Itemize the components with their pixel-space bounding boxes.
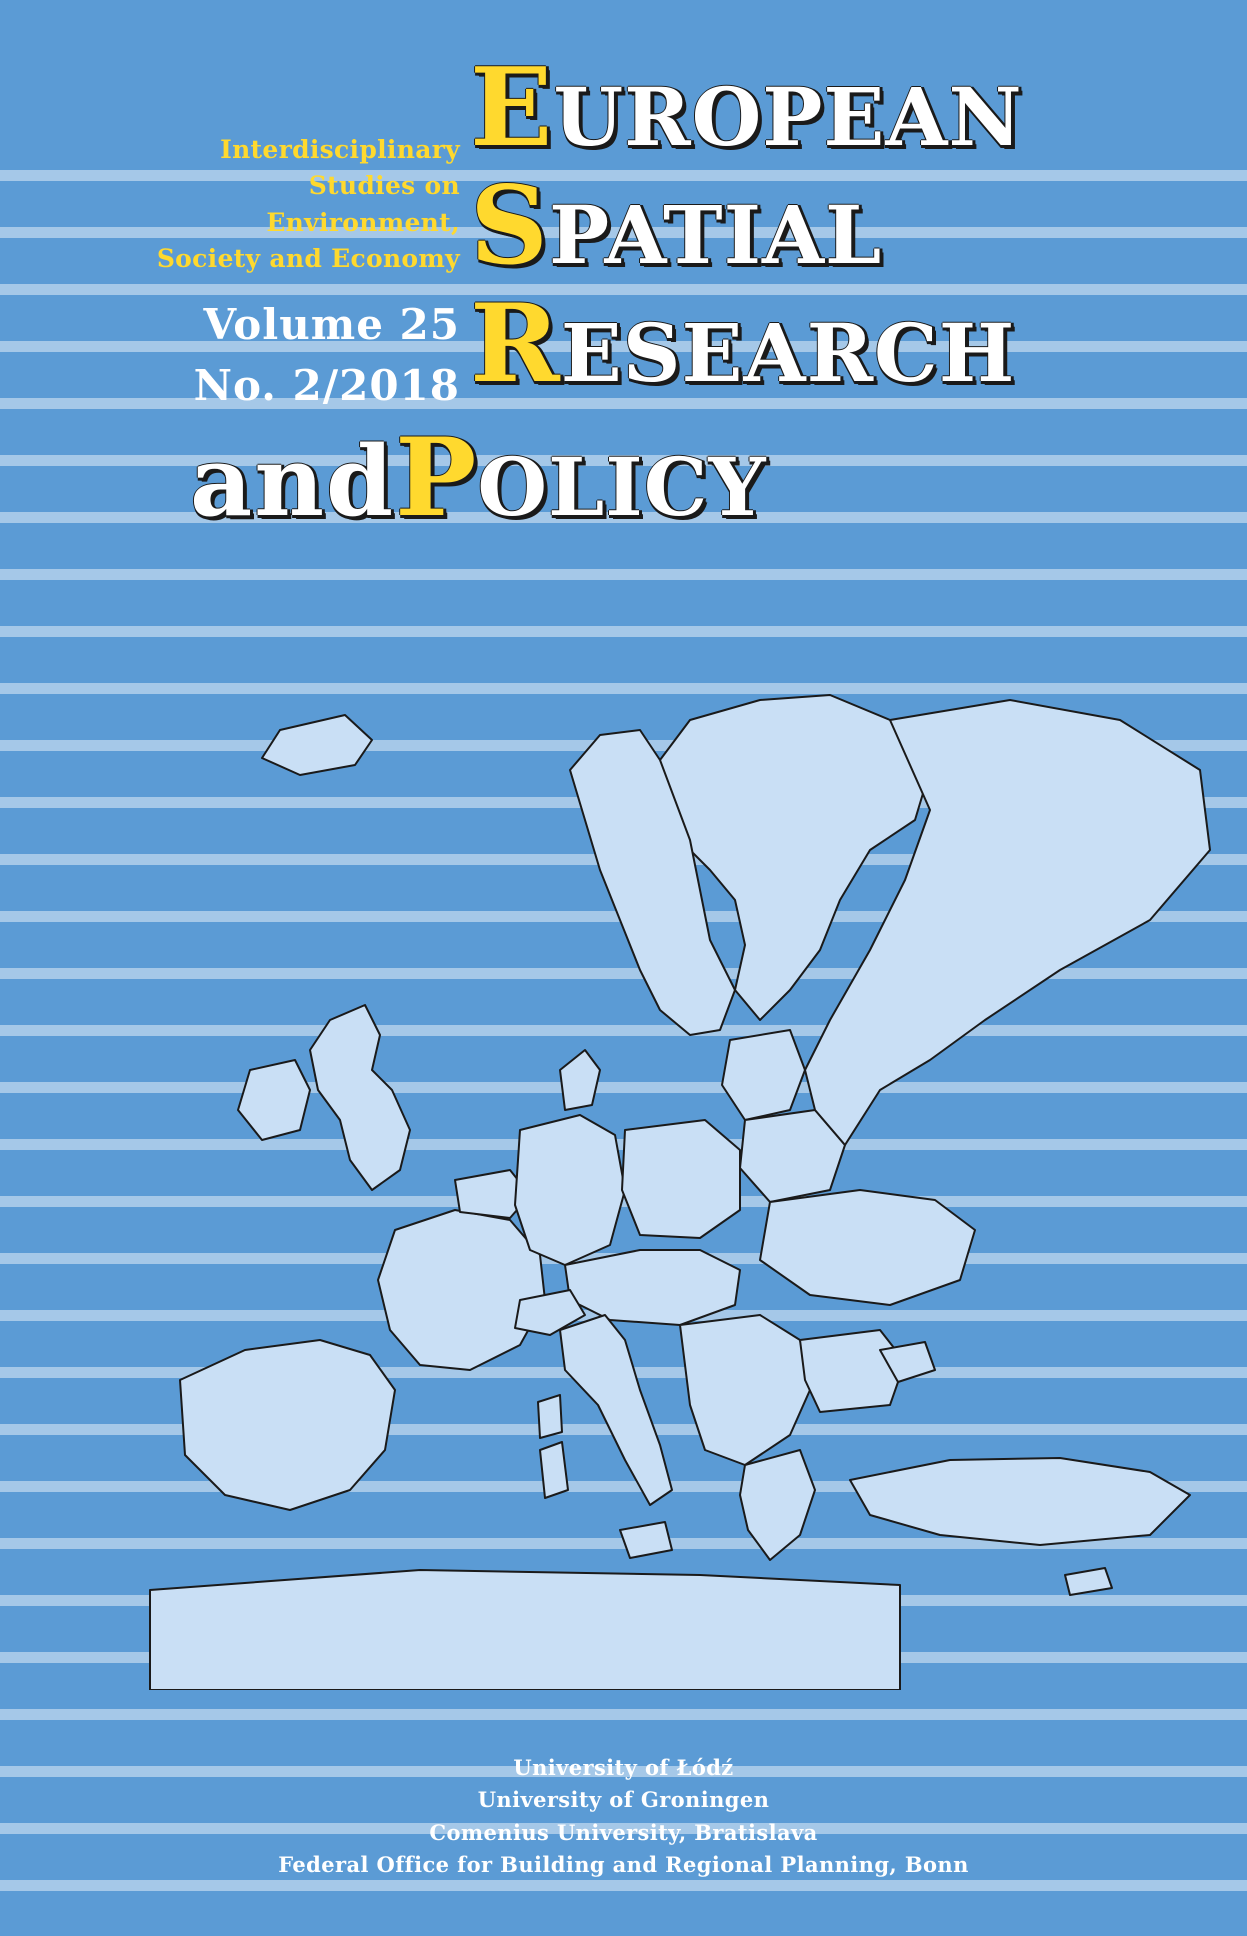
title-line-european [470, 45, 1230, 171]
journal-subtitle [120, 132, 460, 277]
issue-number: No. 2/2018 [193, 360, 460, 410]
volume-number: Volume 25 [203, 300, 460, 349]
title-rest-esearch: ESEARCH [560, 305, 1016, 400]
subtitle-line-2: Studies on Environment, [266, 171, 460, 237]
title-initial-p: P [395, 415, 478, 541]
volume-issue [120, 295, 460, 417]
stripe [0, 1709, 1247, 1720]
publisher-list [0, 1752, 1247, 1882]
subtitle-line-3: Society and Economy [156, 243, 460, 273]
publisher-4: Federal Office for Building and Regional Planning, Bonn [278, 1852, 969, 1878]
map-of-europe [0, 690, 1247, 1690]
publisher-2: University of Groningen [477, 1787, 770, 1813]
publisher-1: University of Łódź [513, 1754, 734, 1780]
title-initial-r: R [470, 280, 561, 407]
publisher-3: Comenius University, Bratislava [429, 1819, 818, 1845]
title-word-and: and [190, 425, 396, 538]
title-line-research [470, 280, 1230, 407]
title-rest-olicy: OLICY [477, 440, 767, 534]
subtitle-line-1: Interdisciplinary [220, 135, 460, 164]
masthead [0, 0, 1247, 700]
title-line-spatial [470, 162, 1230, 289]
title-rest-patial: PATIAL [549, 187, 883, 282]
title-line-and-policy [190, 415, 1190, 541]
title-initial-e: E [470, 45, 554, 171]
title-initial-s: S [470, 162, 549, 289]
title-rest-uropean: UROPEAN [553, 70, 1023, 164]
